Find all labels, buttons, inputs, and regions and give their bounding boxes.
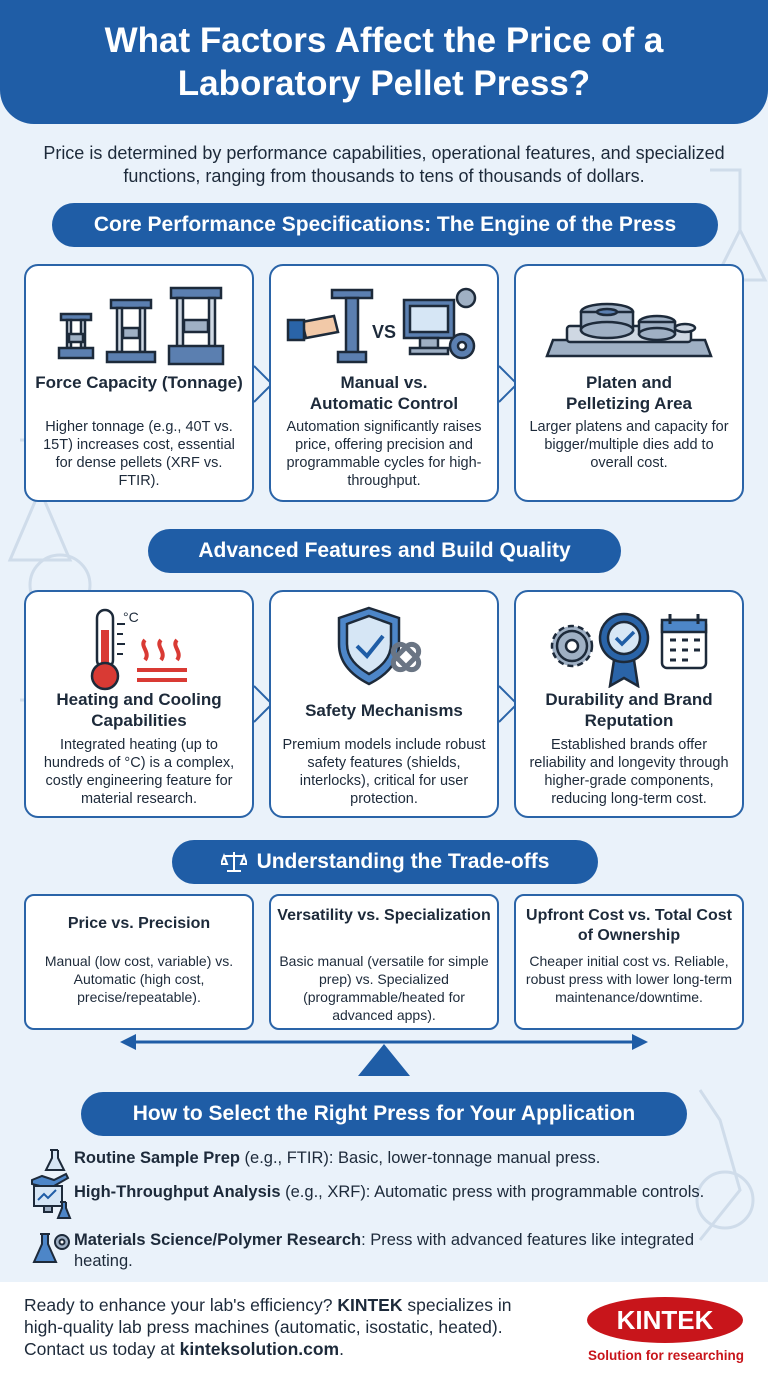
logo-tagline: Solution for researching (587, 1348, 745, 1363)
section-heading-select: How to Select the Right Press for Your Application (81, 1092, 687, 1136)
tradeoff-description: Basic manual (versatile for simple prep) vs. Specialized (programmable/heated for advanced apps). (279, 953, 489, 1023)
intro-text: Price is determined by performance capabilities, operational features, and specialized functions, ranging from thousands to tens of thousands of dollars. (43, 143, 725, 186)
scales-icon (221, 850, 247, 874)
list-item-text: High-Throughput Analysis (e.g., XRF): Automatic press with programmable controls. (74, 1183, 705, 1201)
section-heading-text: Understanding the Trade-offs (256, 850, 550, 873)
thermometer-heat-icon (26, 604, 252, 692)
balance-scale-graphic (118, 1032, 650, 1078)
press-sizes-icon (26, 284, 252, 366)
kintek-logo (586, 1296, 744, 1344)
unit-label: °C (123, 609, 139, 625)
list-item (30, 1228, 730, 1272)
list-item-text: Routine Sample Prep (e.g., FTIR): Basic, lower-tonnage manual press. (74, 1149, 601, 1167)
card-manual-vs-automatic (269, 264, 499, 502)
card-description: Established brands offer reliability and longevity through higher-grade components, reducing long-term cost. (529, 737, 729, 807)
card-title: Platen and Pelletizing Area (566, 373, 692, 413)
tradeoff-title: Versatility vs. Specialization (277, 907, 491, 924)
vs-label: VS (371, 322, 397, 342)
section-heading-core: Core Performance Specifications: The Engine of the Press (52, 203, 718, 247)
tradeoff-description: Cheaper initial cost vs. Reliable, robust press with lower long-term maintenance/downtime. (525, 953, 733, 1005)
header-banner (0, 0, 768, 124)
svg-text:KINTEK: KINTEK (616, 1305, 714, 1335)
platen-icon (516, 290, 742, 364)
tradeoff-card-price-precision (24, 894, 254, 1030)
card-durability (514, 590, 744, 818)
card-description: Larger platens and capacity for bigger/multiple dies add to overall cost. (529, 419, 729, 471)
gear-award-calendar-icon (516, 608, 742, 688)
card-heating-cooling (24, 590, 254, 818)
flask-gear-icon (30, 1228, 74, 1272)
section-heading-tradeoffs (172, 840, 598, 884)
tradeoff-card-versatility (269, 894, 499, 1030)
card-safety (269, 590, 499, 818)
card-description: Higher tonnage (e.g., 40T vs. 15T) increases cost, essential for dense pellets (XRF vs. FTIR). (43, 419, 235, 489)
footer-cta-text: Ready to enhance your lab's efficiency? KINTEK specializes in high-quality lab press machines (automatic, isostatic, heated). Contact us today at kinteksolution.com. (24, 1295, 512, 1359)
card-description: Integrated heating (up to hundreds of °C) is a complex, costly engineering feature for material research. (43, 737, 235, 807)
card-description: Premium models include robust safety features (shields, interlocks), critical for user protection. (282, 737, 486, 807)
card-title: Heating and Cooling Capabilities (56, 690, 222, 730)
footer (0, 1282, 768, 1376)
monitor-flask-icon (30, 1180, 74, 1224)
card-title: Safety Mechanisms (305, 701, 463, 720)
tradeoff-description: Manual (low cost, variable) vs. Automatic (high cost, precise/repeatable). (44, 953, 234, 1005)
website-link[interactable]: kinteksolution.com (179, 1339, 340, 1359)
card-title: Manual vs. Automatic Control (309, 373, 459, 413)
manual-vs-automatic-icon (271, 282, 497, 372)
card-platen-area (514, 264, 744, 502)
tradeoff-title: Upfront Cost vs. Total Cost of Ownership (526, 907, 732, 944)
section-heading-advanced: Advanced Features and Build Quality (148, 529, 621, 573)
card-force-capacity (24, 264, 254, 502)
page-title: What Factors Affect the Price of a Laboratory Pellet Press? (104, 21, 664, 103)
shield-interlock-icon (271, 604, 497, 688)
tradeoff-title: Price vs. Precision (67, 915, 211, 932)
card-description: Automation significantly raises price, offering precision and programmable cycles for high-throughput. (286, 419, 482, 489)
card-title: Durability and Brand Reputation (545, 690, 713, 730)
list-item (30, 1180, 730, 1224)
card-title: Force Capacity (Tonnage) (35, 373, 243, 392)
list-item-text: Materials Science/Polymer Research: Press with advanced features like integrated heating. (74, 1231, 695, 1270)
tradeoff-card-upfront-cost (514, 894, 744, 1030)
